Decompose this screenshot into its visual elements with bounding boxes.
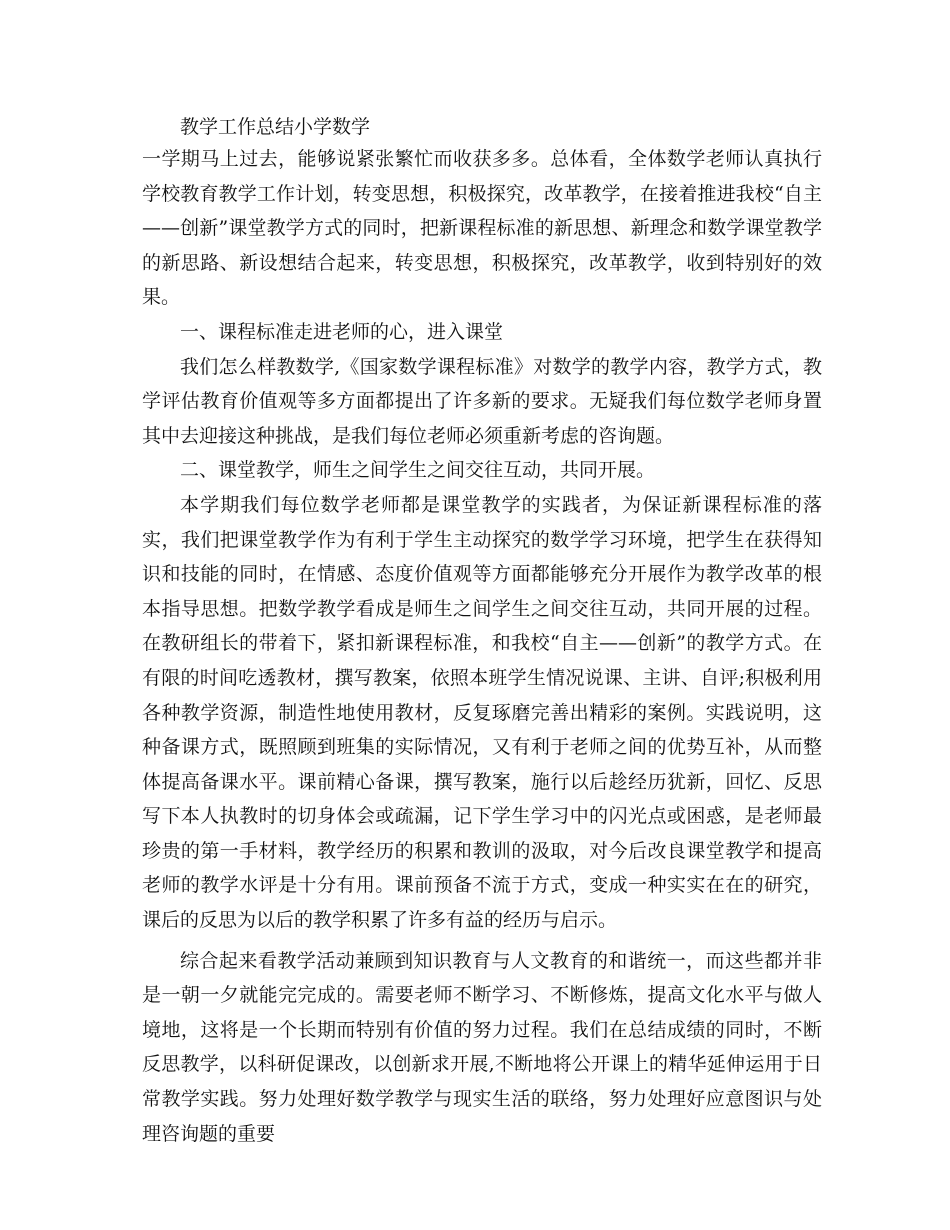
body-paragraph: 本学期我们每位数学老师都是课堂教学的实践者，为保证新课程标准的落实，我们把课堂教学作为有利于学生主动探究的数学学习环境，把学生在获得知识和技能的同时，在情感、态度价值观等方面都能够充分开展作为教学改革的根本指导思想。把数学教学看成是师生之间学生之间交往互动，共同开展的过程。在教研组长的带着下，紧扣新课程标准，和我校“自主——创新”的教学方式。在有限的时间吃透教材，撰写教案，依照本班学生情况说课、主讲、自评;积极利用各种教学资源，制造性地使用教材，反复琢磨完善出精彩的案例。实践说明，这种备课方式，既照顾到班集的实际情况，又有利于老师之间的优势互补，从而整体提高备课水平。课前精心备课，撰写教案，施行以后趁经历犹新，回忆、反思写下本人执教时的切身体会或疏漏，记下学生学习中的闪光点或困惑，是老师最珍贵的第一手材料，教学经历的积累和教训的汲取，对今后改良课堂教学和提高老师的教学水评是十分有用。课前预备不流于方式，变成一种实实在在的研究，课后的反思为以后的教学积累了许多有益的经历与启示。	[142, 493, 822, 932]
section-heading-1: 一、课程标准走进老师的心，进入课堂	[180, 320, 504, 343]
body-paragraph: 综合起来看教学活动兼顾到知识教育与人文教育的和谐统一，而这些都并非是一朝一夕就能完完成的。需要老师不断学习、不断修炼，提高文化水平与做人境地，这将是一个长期而特别有价值的努力过程。我们在总结成绩的同时，不断反思教学，以科研促课改，以创新求开展,不断地将公开课上的精华延伸运用于日常教学实践。努力处理好数学教学与现实生活的联络，努力处理好应意图识与处理咨询题的重要	[142, 949, 822, 1145]
document-title: 教学工作总结小学数学	[180, 116, 371, 138]
section-heading-2: 二、课堂教学，师生之间学生之间交往互动，共同开展。	[180, 459, 656, 482]
intro-paragraph: 一学期马上过去，能够说紧张繁忙而收获多多。总体看，全体数学老师认真执行学校教育教学工作计划，转变思想，积极探究，改革教学，在接着推进我校“自主——创新”课堂教学方式的同时，把新课程标准的新思想、新理念和数学课堂教学的新思路、新设想结合起来，转变思想，积极探究，改革教学，收到特别好的效果。	[142, 148, 822, 309]
body-paragraph: 我们怎么样教数学,《国家数学课程标准》对数学的教学内容，教学方式，教学评估教育价值观等多方面都提出了许多新的要求。无疑我们每位数学老师身置其中去迎接这种挑战，是我们每位老师必须重新考虑的咨询题。	[142, 355, 822, 447]
